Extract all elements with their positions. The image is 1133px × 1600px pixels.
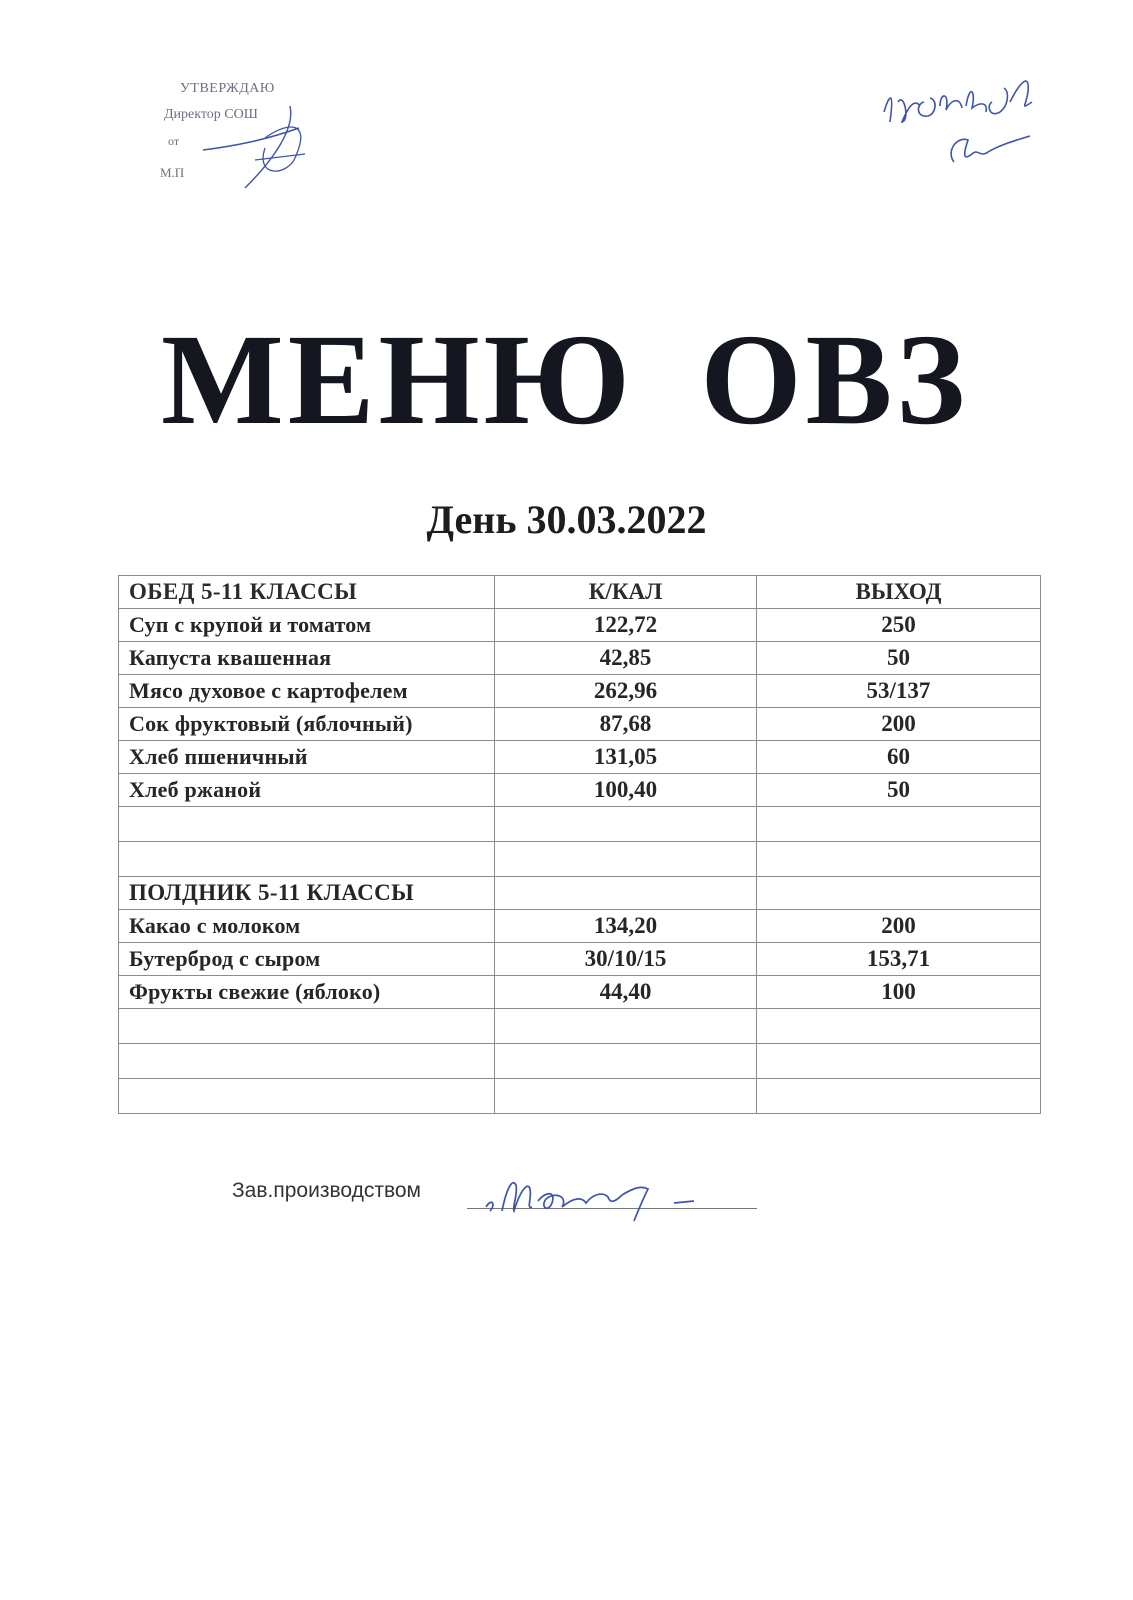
table-row — [119, 741, 1041, 774]
empty-cell — [495, 1044, 757, 1079]
dish-output: 200 — [757, 708, 1041, 741]
empty-cell — [495, 1009, 757, 1044]
empty-cell — [757, 1009, 1041, 1044]
dish-output: 100 — [757, 976, 1041, 1009]
dish-name: Фрукты свежие (яблоко) — [119, 976, 495, 1009]
dish-name: Сок фруктовый (яблочный) — [119, 708, 495, 741]
empty-cell — [757, 842, 1041, 877]
dish-output: 50 — [757, 774, 1041, 807]
empty-cell — [495, 807, 757, 842]
dish-output: 53/137 — [757, 675, 1041, 708]
approval-position: Директор СОШ — [164, 107, 258, 122]
dish-kcal: 100,40 — [495, 774, 757, 807]
empty-cell — [495, 1079, 757, 1114]
approval-stamp-place: М.П — [160, 165, 185, 180]
dish-output: 153,71 — [757, 943, 1041, 976]
dish-name: Какао с молоком — [119, 910, 495, 943]
empty-cell — [119, 807, 495, 842]
footer-signature-block — [232, 1175, 772, 1215]
empty-cell — [495, 842, 757, 877]
table-row — [119, 642, 1041, 675]
empty-cell — [119, 842, 495, 877]
table-header-row — [119, 576, 1041, 609]
approval-title: УТВЕРЖДАЮ — [180, 81, 275, 96]
dish-name: Хлеб пшеничный — [119, 741, 495, 774]
empty-cell — [757, 1079, 1041, 1114]
lunch-section-heading: ОБЕД 5-11 КЛАССЫ — [119, 576, 495, 609]
dish-name: Хлеб ржаной — [119, 774, 495, 807]
approval-date-label: от — [168, 134, 180, 148]
empty-row — [119, 842, 1041, 877]
dish-name: Мясо духовое с картофелем — [119, 675, 495, 708]
empty-cell — [757, 807, 1041, 842]
empty-cell — [119, 1009, 495, 1044]
dish-kcal: 87,68 — [495, 708, 757, 741]
menu-table — [118, 575, 1041, 1114]
table-row — [119, 708, 1041, 741]
empty-row — [119, 1009, 1041, 1044]
dish-kcal: 42,85 — [495, 642, 757, 675]
table-row — [119, 943, 1041, 976]
dish-kcal: 44,40 — [495, 976, 757, 1009]
director-signature — [195, 88, 325, 198]
empty-row — [119, 807, 1041, 842]
production-manager-label: Зав.производством — [232, 1179, 421, 1202]
empty-cell — [119, 1044, 495, 1079]
table-row — [119, 774, 1041, 807]
empty-cell — [119, 1079, 495, 1114]
column-header-output: ВЫХОД — [757, 576, 1041, 609]
dish-kcal: 122,72 — [495, 609, 757, 642]
snack-section-row — [119, 877, 1041, 910]
empty-cell — [757, 1044, 1041, 1079]
snack-section-heading: ПОЛДНИК 5-11 КЛАССЫ — [119, 877, 495, 910]
dish-kcal: 134,20 — [495, 910, 757, 943]
dish-name: Суп с крупой и томатом — [119, 609, 495, 642]
table-row — [119, 609, 1041, 642]
dish-kcal: 131,05 — [495, 741, 757, 774]
table-row — [119, 976, 1041, 1009]
empty-cell — [495, 877, 757, 910]
dish-name: Бутерброд с сыром — [119, 943, 495, 976]
dish-kcal: 30/10/15 — [495, 943, 757, 976]
dish-kcal: 262,96 — [495, 675, 757, 708]
empty-row — [119, 1044, 1041, 1079]
dish-output: 60 — [757, 741, 1041, 774]
dish-output: 250 — [757, 609, 1041, 642]
dish-output: 200 — [757, 910, 1041, 943]
table-row — [119, 910, 1041, 943]
dish-name: Капуста квашенная — [119, 642, 495, 675]
handwritten-approval-signature — [880, 62, 1050, 182]
production-manager-signature — [482, 1167, 712, 1225]
table-row — [119, 675, 1041, 708]
column-header-kcal: К/КАЛ — [495, 576, 757, 609]
dish-output: 50 — [757, 642, 1041, 675]
page-title: МЕНЮ ОВЗ — [161, 308, 969, 452]
empty-row — [119, 1079, 1041, 1114]
menu-date: День 30.03.2022 — [426, 497, 707, 542]
empty-cell — [757, 877, 1041, 910]
